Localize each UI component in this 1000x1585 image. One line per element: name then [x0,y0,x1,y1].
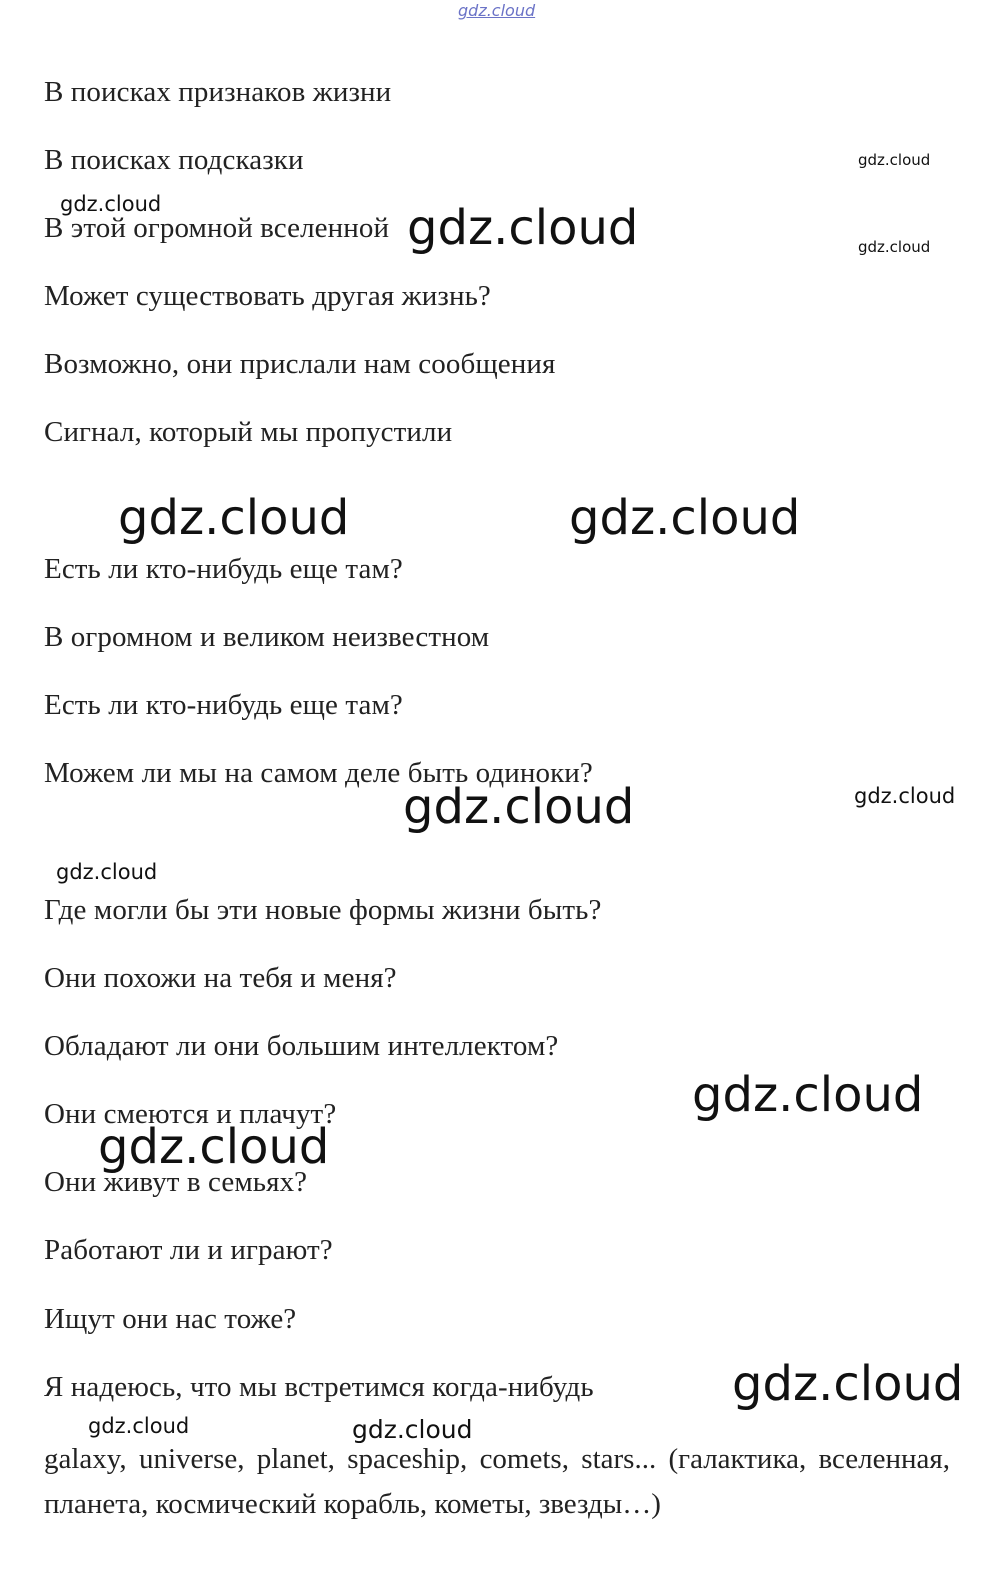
watermark: gdz.cloud [60,192,162,216]
poem-line-18: Я надеюсь, что мы встретимся когда-нибудь [44,1371,594,1403]
watermark: gdz.cloud [407,200,639,256]
poem-line-17: Ищут они нас тоже? [44,1303,297,1335]
watermark: gdz.cloud [854,784,956,808]
watermark: gdz.cloud [352,1415,473,1444]
poem-line-4: Может существовать другая жизнь? [44,280,491,312]
watermark: gdz.cloud [858,151,931,169]
watermark: gdz.cloud [118,490,350,546]
watermark: gdz.cloud [732,1356,964,1412]
watermark: gdz.cloud [569,490,801,546]
poem-line-10: Можем ли мы на самом деле быть одиноки? [44,757,593,789]
poem-line-14: Они смеются и плачут? [44,1098,337,1130]
poem-line-13: Обладают ли они большим интеллектом? [44,1030,559,1062]
poem-line-7: Есть ли кто-нибудь еще там? [44,553,403,585]
vocabulary-paragraph: galaxy, universe, planet, spaceship, comets, stars... (галактика, вселенная, планета, космический корабль, кометы, звезды…) [44,1443,950,1520]
watermark: gdz.cloud [98,1119,330,1175]
watermark: gdz.cloud [56,860,158,884]
poem-line-5: Возможно, они прислали нам сообщения [44,348,556,380]
poem-line-1: В поисках признаков жизни [44,76,392,108]
poem-line-15: Они живут в семьях? [44,1166,308,1198]
poem-line-9: Есть ли кто-нибудь еще там? [44,689,403,721]
watermark: gdz.cloud [692,1067,924,1123]
watermark: gdz.cloud [858,238,931,256]
poem-line-3: В этой огромной вселенной [44,212,390,244]
poem-line-8: В огромном и великом неизвестном [44,621,490,653]
poem-line-16: Работают ли и играют? [44,1234,333,1266]
poem-line-2: В поисках подсказки [44,144,304,176]
poem-line-12: Они похожи на тебя и меня? [44,962,397,994]
watermark: gdz.cloud [88,1414,190,1438]
watermark-top[interactable]: gdz.cloud [458,1,536,20]
poem-line-6: Сигнал, который мы пропустили [44,416,453,448]
poem-line-11: Где могли бы эти новые формы жизни быть? [44,894,602,926]
watermark: gdz.cloud [403,779,635,835]
